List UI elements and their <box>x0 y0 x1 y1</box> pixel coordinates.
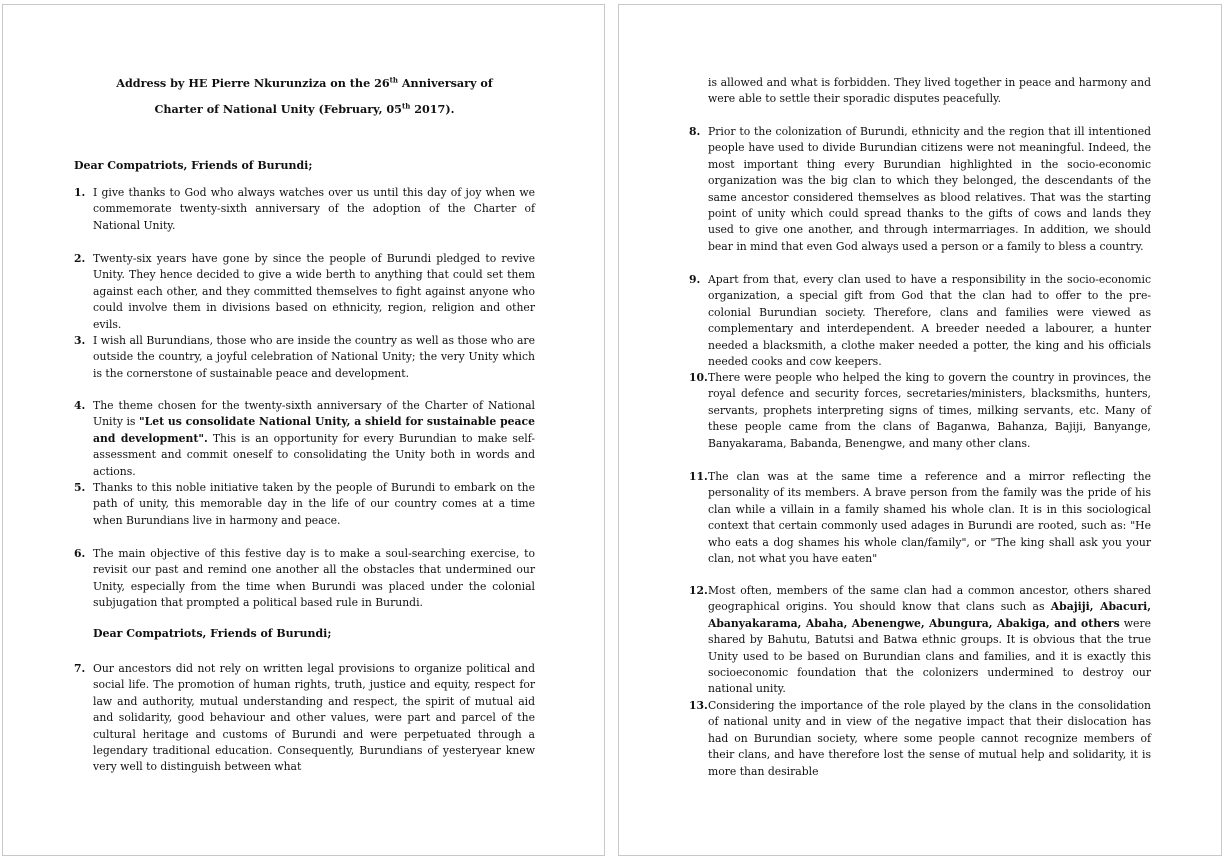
paragraph-4 <box>93 398 535 480</box>
paragraph-number: 4. <box>74 399 86 412</box>
paragraph-12 <box>708 583 1151 698</box>
paragraph-7: Our ancestors did not rely on written legal provisions to organize political and social life. The promotion of human rights, truth, justice and equity, respect for law and authority, mutual understanding and respect, the spirit of mutual aid and solidarity, good behaviour and other values, were part and parcel of the cultural heritage and customs of Burundi and were perpetuated through a legendary traditional education. Consequently, Burundians of yesteryear knew very well to distinguish between what <box>93 662 535 774</box>
paragraph-text: Most often, members of the same clan had a common ancestor, others shared geographical origins. You should know that clans such as <box>708 584 1151 614</box>
paragraph-text: were shared by Bahutu, Batutsi and Batwa ethnic groups. It is obvious that the true Unity used to be based on Burundian clans and families, and it is exactly this socioeconomic foundation that the colonizers undermined to destroy our national unity. <box>708 616 1151 696</box>
document-page-right <box>618 4 1222 856</box>
title-text: Charter of National Unity (February, 05 <box>154 102 402 116</box>
paragraph-number: 7. <box>74 662 86 675</box>
title-superscript: th <box>389 75 398 85</box>
paragraph-bold-text: "Let us consolidate National Unity, a shield for sustainable peace and development". <box>93 415 535 445</box>
title-text: 2017). <box>410 102 455 116</box>
paragraph-number: 8. <box>689 125 701 138</box>
paragraph-number: 3. <box>74 334 86 347</box>
paragraph-10: There were people who helped the king to govern the country in provinces, the royal defence and security forces, secretaries/ministers, blacksmiths, hunters, servants, prophets interpreting signs of times, milking servants, etc. Many of these people came from the clans of Baganwa, Bahanza, Bajiji, Banyange, Banyakarama, Babanda, Benengwe, and many other clans. <box>708 371 1151 450</box>
paragraph-7-continued: is allowed and what is forbidden. They lived together in peace and harmony and were able to settle their sporadic disputes peacefully. <box>708 76 1151 106</box>
title-superscript: th <box>401 101 411 111</box>
paragraph-number: 6. <box>74 547 86 560</box>
paragraph-13: Considering the importance of the role played by the clans in the consolidation of national unity and in view of the negative impact that their dislocation has had on Burundian society, where some people cannot recognize members of their clans, and have therefore lost the sense of mutual help and solidarity, it is more than desirable <box>708 699 1151 778</box>
paragraph-1: I give thanks to God who always watches over us until this day of joy when we commemorate twenty-sixth anniversary of the adoption of the Charter of National Unity. <box>93 186 535 232</box>
paragraph-8: Prior to the colonization of Burundi, ethnicity and the region that ill intentioned people have used to divide Burundian citizens were not meaningful. Indeed, the most important thing every Burundian highlighted in the socio-economic organization was the big clan to which they belonged, the descendants of the same ancestor considered themselves as blood relatives. That was the starting point of unity which could spread thanks to the gifts of cows and lands they used to give one another, and through intermarriages. In addition, we should bear in mind that even God always used a person or a family to bless a country. <box>708 125 1151 253</box>
document-title-line1 <box>3 76 606 90</box>
paragraph-number: 9. <box>689 273 701 286</box>
title-text: Anniversary of <box>397 76 493 90</box>
paragraph-number: 13. <box>689 699 708 712</box>
paragraph-6: The main objective of this festive day is to make a soul-searching exercise, to revisit our past and remind one another all the obstacles that undermined our Unity, especially from the time when Burundi was placed under the colonial subjugation that prompted a political based rule in Burundi. <box>93 547 535 610</box>
paragraph-number: 11. <box>689 470 708 483</box>
paragraph-number: 12. <box>689 584 708 597</box>
paragraph-3: I wish all Burundians, those who are inside the country as well as those who are outside the country, a joyful celebration of National Unity; the very Unity which is the cornerstone of sustainable peace and development. <box>93 334 535 380</box>
paragraph-number: 1. <box>74 186 86 199</box>
paragraph-text: This is an opportunity for every Burundian to make self-assessment and commit oneself to consolidating the Unity both in words and actions. <box>93 431 535 478</box>
paragraph-number: 2. <box>74 252 86 265</box>
paragraph-bold-text: Abajiji, Abacuri, Abanyakarama, Abaha, Abenengwe, Abungura, Abakiga, and others <box>708 600 1151 630</box>
paragraph-11: The clan was at the same time a reference and a mirror reflecting the personality of its members. A brave person from the family was the pride of his clan while a villain in a family shamed his whole clan. It is in this sociological context that certain commonly used adages in Burundi are rooted, such as: "He who eats a dog shames his whole clan/family", or "The king shall ask you your clan, not what you have eaten" <box>708 470 1151 566</box>
paragraph-2: Twenty-six years have gone by since the people of Burundi pledged to revive Unity. They hence decided to give a wide berth to anything that could set them against each other, and they committed themselves to fight against anyone who could involve them in divisions based on ethnicity, region, religion and other evils. <box>93 252 535 331</box>
salutation: Dear Compatriots, Friends of Burundi; <box>74 159 313 172</box>
paragraph-number: 5. <box>74 481 86 494</box>
salutation-repeat: Dear Compatriots, Friends of Burundi; <box>93 627 332 640</box>
paragraph-5: Thanks to this noble initiative taken by the people of Burundi to embark on the path of unity, this memorable day in the life of our country comes at a time when Burundians live in harmony and peace. <box>93 481 535 527</box>
paragraph-9: Apart from that, every clan used to have a responsibility in the socio-economic organization, a special gift from God that the clan had to offer to the pre-colonial Burundian society. Therefore, clans and families were viewed as complementary and interdependent. A breeder needed a labourer, a hunter needed a blacksmith, a clothe maker needed a potter, the king and his officials needed cooks and cow keepers. <box>708 273 1151 369</box>
document-title-line2 <box>3 102 606 116</box>
paragraph-text: The theme chosen for the twenty-sixth anniversary of the Charter of National Unity is <box>93 399 535 429</box>
document-page-left <box>2 4 605 856</box>
title-text: Address by HE Pierre Nkurunziza on the 26 <box>116 76 390 90</box>
paragraph-number: 10. <box>689 371 708 384</box>
